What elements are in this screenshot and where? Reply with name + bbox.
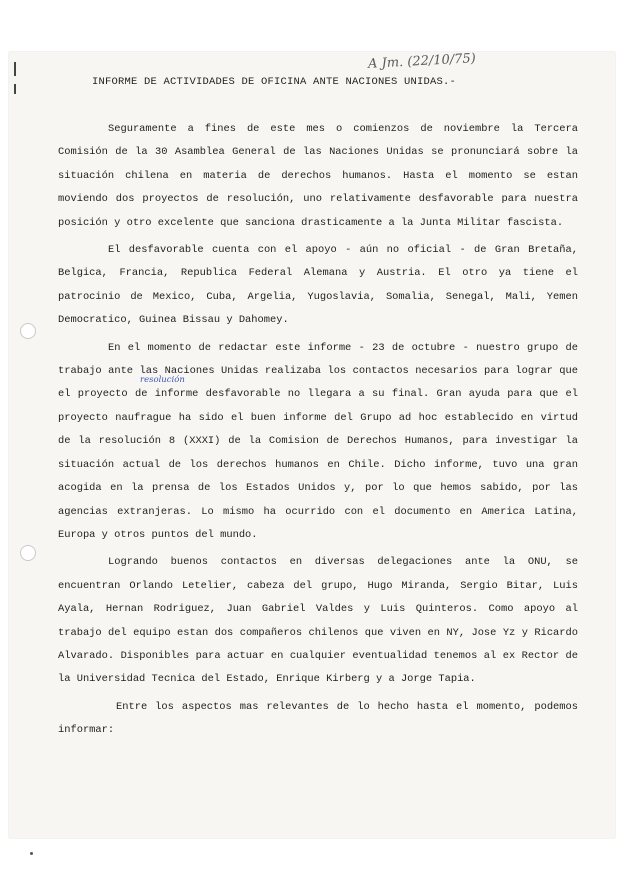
document-body <box>58 118 578 747</box>
margin-mark-bottom <box>14 84 16 94</box>
paragraph-1: Seguramente a fines de este mes o comienzos de noviembre la Tercera Comisión de la 30 Asamblea General de las Naciones Unidas se pronunciará sobre la situación chilena en materia de derechos humanos. Hasta el momento se estan moviendo dos proyectos de resolución, uno relativamente desfavorable para nuestra posición y otro excelente que sanciona drasticamente a la Junta Militar fascista. <box>58 123 578 229</box>
paragraph-3: En el momento de redactar este informe - 23 de octubre - nuestro grupo de trabajo ante las Naciones Unidas realizaba los contactos necesarios para lograr que el proyecto de informe desfavorable no llegara a su final. Gran ayuda para que el proyecto naufrague ha sido el buen informe del Grupo ad hoc establecido en virtud de la resolución 8 (XXXI) de la Comision de Derechos Humanos, para investigar la situación actual de los derechos humanos en Chile. Dicho informe, tuvo una gran acogida en la prensa de los Estados Unidos y, por lo que hemos sabido, por las agencias extranjeras. Lo mismo ha ocurrido con el documento en America Latina, Europa y otros puntos del mundo. <box>58 341 578 541</box>
punch-hole-bottom <box>20 545 36 561</box>
paragraph-4: Logrando buenos contactos en diversas delegaciones ante la ONU, se encuentran Orlando Letelier, cabeza del grupo, Hugo Miranda, Sergio Bitar, Luis Ayala, Hernan Rodriguez, Juan Gabriel Valdes y Luis Quinteros. Como apoyo al trabajo del equipo estan dos compañeros chilenos que viven en NY, Jose Yz y Ricardo Alvarado. Disponibles para actuar en cualquier eventualidad tenemos al ex Rector de la Universidad Tecnica del Estado, Enrique Kirberg y a Jorge Tapia. <box>58 556 578 686</box>
paragraph-2: El desfavorable cuenta con el apoyo - aún no oficial - de Gran Bretaña, Belgica, Francia, Republica Federal Alemana y Austria. El otro ya tiene el patrocinio de Mexico, Cuba, Argelia, Yugoslavia, Somalia, Senegal, Mali, Yemen Democratico, Guinea Bissau y Dahomey. <box>58 244 578 327</box>
margin-annotation: resolución <box>140 375 185 385</box>
scan-speck <box>30 852 33 855</box>
margin-mark-top <box>14 62 16 76</box>
document-title: INFORME DE ACTIVIDADES DE OFICINA ANTE NACIONES UNIDAS.- <box>92 76 457 88</box>
paragraph-5: Entre los aspectos mas relevantes de lo hecho hasta el momento, podemos informar: <box>58 700 578 737</box>
punch-hole-top <box>20 323 36 339</box>
handwritten-date-note: A Jm. (22/10/75) <box>367 51 477 72</box>
